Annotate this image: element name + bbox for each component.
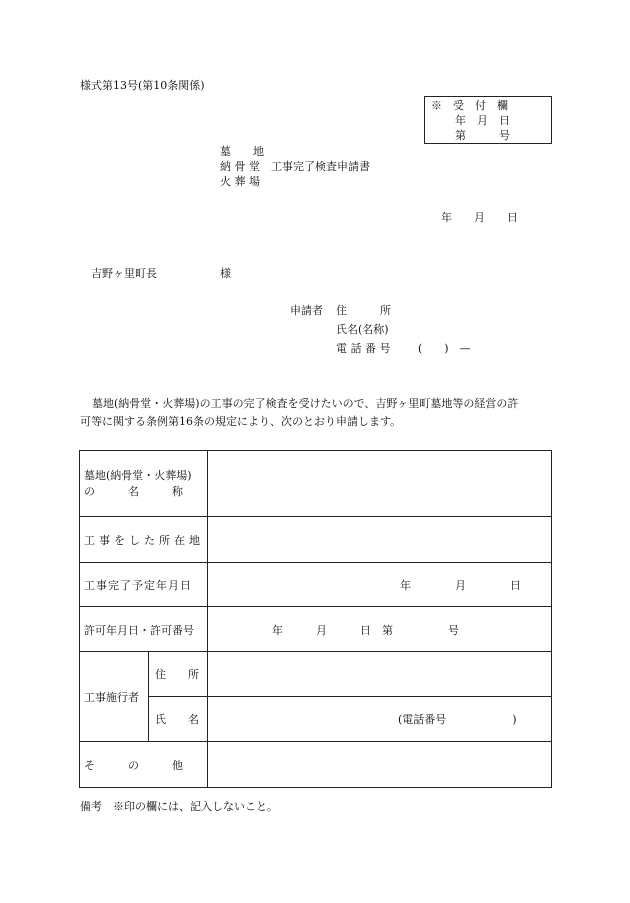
table-subdivider (148, 651, 149, 741)
row6-value-field[interactable] (208, 743, 550, 786)
table-row-line (79, 516, 552, 517)
table-row-line (79, 562, 552, 563)
applicant-address-label: 住 所 (336, 304, 391, 317)
row1-label-b: の 名 称 (84, 485, 183, 498)
row2-label: 工事をした所在地 (84, 534, 204, 547)
body-text-line2: 可等に関する条例第16条の規定により、次のとおり申請します。 (80, 415, 402, 428)
row5-phone[interactable]: (電話番号 ) (398, 713, 517, 726)
date-line: 年 月 日 (441, 211, 518, 224)
row1-label-a: 墓地(納骨堂・火葬場) (84, 469, 192, 482)
row3-value[interactable]: 年 月 日 (400, 579, 521, 592)
receipt-date: 年 月 日 (455, 114, 510, 127)
row5-label: 工事施行者 (84, 691, 139, 704)
row5-address-field[interactable] (208, 653, 550, 695)
receipt-title: ※ 受 付 欄 (431, 99, 508, 112)
applicant-phone-format: ( ) — (418, 342, 471, 355)
row4-label: 許可年月日・許可番号 (84, 624, 194, 637)
table-row-line (148, 696, 552, 697)
applicant-phone-label: 電 話 番 号 (336, 342, 391, 355)
applicant-label: 申請者 (290, 304, 323, 317)
row5-name-label: 氏 名 (155, 713, 199, 726)
applicant-name-label: 氏名(名称) (336, 323, 389, 336)
row3-label: 工事完了予定年月日 (84, 579, 192, 592)
table-row-line (79, 606, 552, 607)
title-line1: 墓 地 (220, 145, 264, 158)
row6-label: そ の 他 (84, 759, 183, 772)
form-number: 様式第13号(第10条関係) (80, 79, 205, 92)
body-text-line1: 墓地(納骨堂・火葬場)の工事の完了検査を受けたいので、吉野ヶ里町墓地等の経営の許 (92, 397, 519, 410)
addressee: 吉野ヶ里町長 (91, 267, 157, 280)
title-line3: 火 葬 場 (220, 175, 260, 188)
row1-value-field[interactable] (208, 452, 550, 515)
receipt-number: 第 号 (455, 129, 510, 142)
table-row-line (79, 651, 552, 652)
row5-address-label: 住 所 (155, 668, 199, 681)
table-row-line (79, 741, 552, 742)
row4-value[interactable]: 年 月 日 第 号 (272, 624, 459, 637)
row2-value-field[interactable] (208, 518, 550, 561)
title-line2: 納 骨 堂 工事完了検査申請書 (220, 160, 370, 173)
remark: 備考 ※印の欄には、記入しないこと。 (80, 800, 278, 813)
honorific: 様 (220, 267, 231, 280)
